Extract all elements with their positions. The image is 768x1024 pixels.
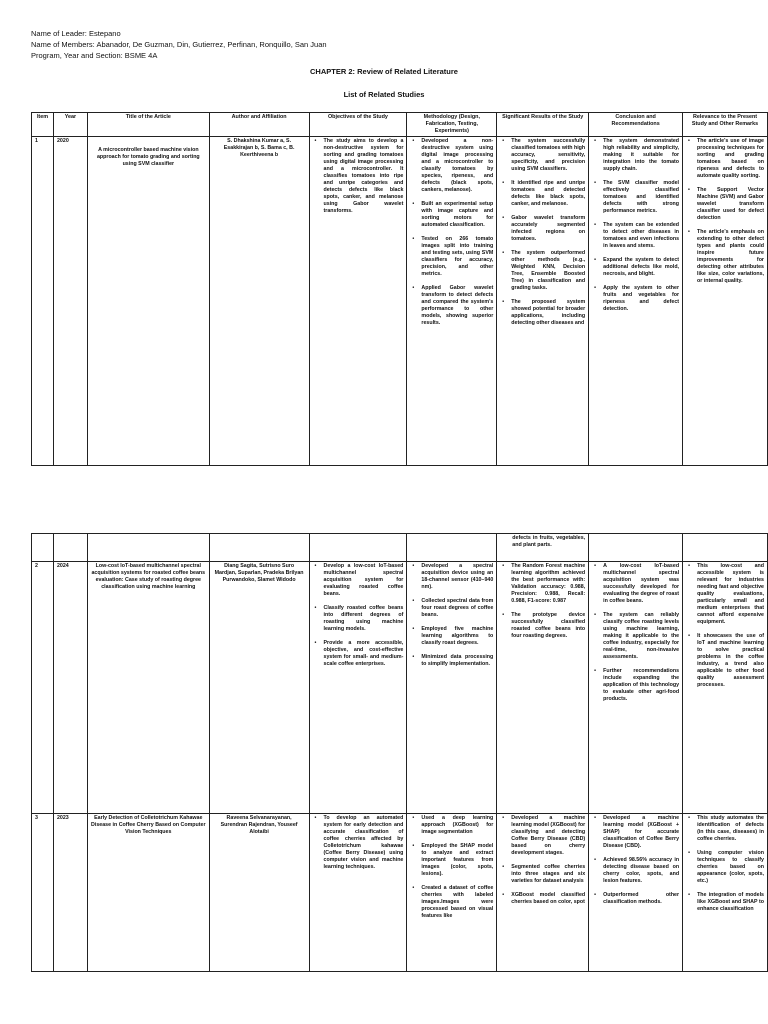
- studies-table-page-2: [31, 533, 768, 972]
- bullet-item: • The article's emphasis on extending to other defect types and plants could inspire future improvements for detecting other attributes like size, color variations, or internal quality.: [697, 229, 764, 285]
- bullet-item: • Built an experimental setup with image capture and sorting motors for automated classification.: [421, 201, 493, 229]
- cell-title: Early Detection of Colletotrichum Kahawae Disease in Coffee Cherry Based on Computer Vision Techniques: [87, 814, 209, 972]
- bullet-item: • Achieved 98.56% accuracy in detecting disease based on cherry color, spots, and lesion features.: [603, 857, 679, 885]
- cell-methodology: [407, 814, 497, 972]
- document-header: [31, 28, 327, 61]
- cell-methodology: [407, 137, 497, 466]
- bullet-item: • Further recommendations include expanding the application of this technology to evaluate other agri-food products.: [603, 668, 679, 703]
- bullet-item: • Developed a machine learning model (XGBoost) for classifying and detecting Coffee Berry Disease (CBD) based on cherry development stages.: [511, 815, 585, 857]
- bullet-item: • The system successfully classified tomatoes with high accuracy, sensitivity, specificity, and precision using SVM classifiers.: [511, 138, 585, 173]
- cell-objectives: [309, 814, 407, 972]
- bullet-item: • XGBoost model classified cherries based on color, spot: [511, 892, 585, 906]
- cell-relevance: [683, 137, 768, 466]
- program-section: Program, Year and Section: BSME 4A: [31, 51, 158, 60]
- bullet-item: • Classify roasted coffee beans into different degrees of roasting using machine learning models.: [324, 605, 404, 633]
- cell-results: [497, 814, 589, 972]
- cell-item: 1: [32, 137, 54, 466]
- bullet-item: • Apply the system to other fruits and vegetables for ripeness and defect detection.: [603, 285, 679, 313]
- leader-name: Name of Leader: Estepano: [31, 29, 121, 38]
- bullet-item: • Used a deep learning approach (XGBoost) for image segmentation: [421, 815, 493, 836]
- bullet-item: • Developed a spectral acquisition device using an 18-channel sensor (410–940 nm).: [421, 563, 493, 591]
- cell-relevance: [683, 562, 768, 814]
- bullet-item: • Segmented coffee cherries into three stages and six varieties for dataset analysis: [511, 864, 585, 885]
- cell-relevance: [683, 814, 768, 972]
- table-row: [32, 814, 768, 972]
- bullet-item: • This study automates the identification of defects (in this case, diseases) in coffee cherries.: [697, 815, 764, 843]
- bullet-item: • The study aims to develop a non-destructive system for sorting and grading tomatoes using digital image processing and a microcontroller. It classifies tomatoes into ripe and unripe categories and detects defects like black spots, canker, and melanose using Gabor wavelet transforms.: [324, 138, 404, 215]
- cell-author: Diang Sagita, Sutrisno Suro Mardjan, Suparlan, Pradeka Brilyan Purwandoko, Slamet Widodo: [209, 562, 309, 814]
- bullet-item: • Develop a low-cost IoT-based multichannel spectral acquisition system for evaluating roasted coffee beans.: [324, 563, 404, 598]
- bullet-item: • Using computer vision techniques to classify cherries based on appearance (color, spots, etc.): [697, 850, 764, 885]
- cell-conclusion: [589, 562, 683, 814]
- table-row: [32, 137, 768, 466]
- bullet-item: • To develop an automated system for early detection and accurate classification of coffee cherries affected by Colletotrichum kahawae (Coffee Berry Disease) using computer vision and machine learning techniques.: [324, 815, 404, 871]
- cell-results: [497, 137, 589, 466]
- bullet-item: • The prototype device successfully classified roasted coffee beans into four roasting degrees.: [511, 612, 585, 640]
- col-results: Significant Results of the Study: [497, 113, 589, 137]
- bullet-item: • Minimized data processing to simplify implementation.: [421, 654, 493, 668]
- bullet-item: • The system can be extended to detect other diseases in tomatoes and even infections in leaves and stems.: [603, 222, 679, 250]
- cell-year: 2023: [53, 814, 87, 972]
- bullet-item: • Developed a non-destructive system using digital image processing and a microcontroller to classify tomatoes by species, ripeness, and defects (black spots, cankers, melanose).: [421, 138, 493, 194]
- bullet-item: • The article's use of image processing techniques for sorting and grading tomatoes based on ripeness and defects to automate quality sorting.: [697, 138, 764, 180]
- col-objectives: Objectives of the Study: [309, 113, 407, 137]
- bullet-item: • The system outperformed other methods (e.g., Weighted KNN, Decision Tree, Ensemble Boosted Tree) in classification and grading tasks.: [511, 250, 585, 292]
- cell-item: 2: [32, 562, 54, 814]
- bullet-item: • Employed the SHAP model to analyze and extract important features from images (color, spots, lesions).: [421, 843, 493, 878]
- continuation-row: [32, 534, 768, 562]
- bullet-item: • It identified ripe and unripe tomatoes and detected defects like black spots, canker, and melanose.: [511, 180, 585, 208]
- bullet-item: • This low-cost and accessible system is relevant for industries needing fast and objective quality evaluations, particularly small and medium enterprises that cannot afford expensive equipment.: [697, 563, 764, 626]
- col-title: Title of the Article: [87, 113, 209, 137]
- bullet-item: • Expand the system to detect additional defects like mold, necrosis, and blight.: [603, 257, 679, 278]
- member-names: Name of Members: Abanador, De Guzman, Din, Gutierrez, Perfinan, Ronquillo, San Juan: [31, 40, 327, 49]
- cell-item: 3: [32, 814, 54, 972]
- cell-methodology: [407, 562, 497, 814]
- bullet-item: • Tested on 266 tomato images split into training and testing sets, using SVM classifiers for accuracy, precision, and other metrics.: [421, 236, 493, 278]
- cell-objectives: [309, 137, 407, 466]
- bullet-item: • The proposed system showed potential for broader applications, including detecting other diseases and: [511, 299, 585, 327]
- col-year: Year: [53, 113, 87, 137]
- cell-conclusion: [589, 137, 683, 466]
- table-header-row: [32, 113, 768, 137]
- studies-table-page-1: [31, 112, 768, 466]
- bullet-item: • The Random Forest machine learning algorithm achieved the best performance with: Validation accuracy: 0.988, Precision: 0.988, Recall: 0.988, F1-score: 0.987: [511, 563, 585, 605]
- bullet-item: • A low-cost IoT-based multichannel spectral acquisition system was successfully developed for evaluating the degree of roast in coffee beans.: [603, 563, 679, 605]
- cell-title: A microcontroller based machine vision approach for tomato grading and sorting using SVM classifier: [87, 137, 209, 466]
- col-author: Author and Affiliation: [209, 113, 309, 137]
- bullet-item: • Outperformed other classification methods.: [603, 892, 679, 906]
- cell-year: 2020: [53, 137, 87, 466]
- bullet-item: • The system can reliably classify coffee roasting levels using machine learning, making it applicable to the coffee industry, especially for real-time, non-invasive assessments.: [603, 612, 679, 661]
- bullet-item: • The system demonstrated high reliability and simplicity, making it suitable for integration into the tomato supply chain.: [603, 138, 679, 173]
- bullet-item: • Developed a machine learning model (XGBoost + SHAP) for accurate classification of Coffee Berry Disease (CBD).: [603, 815, 679, 850]
- cell-objectives: [309, 562, 407, 814]
- chapter-title: CHAPTER 2: Review of Related Literature: [310, 67, 458, 76]
- bullet-item: • Created a dataset of coffee cherries with labeled images.Images were processed based on visual features like: [421, 885, 493, 920]
- cell-title: Low-cost IoT-based multichannel spectral acquisition systems for roasted coffee beans evaluation: Case study of roasting degree classification using machine learning: [87, 562, 209, 814]
- col-conclusion: Conclusion and Recommendations: [589, 113, 683, 137]
- cell-conclusion: [589, 814, 683, 972]
- bullet-item: • Employed five machine learning algorithms to classify roast degrees.: [421, 626, 493, 647]
- bullet-item: • It showcases the use of IoT and machine learning to solve practical problems in the coffee industry, a trend also applicable to other food quality assessment processes.: [697, 633, 764, 689]
- bullet-item: • The SVM classifier model effectively classified tomatoes and identified defects with strong performance metrics.: [603, 180, 679, 215]
- col-relevance: Relevance to the Present Study and Other Remarks: [683, 113, 768, 137]
- bullet-item: • The Support Vector Machine (SVM) and Gabor wavelet transform classifier used for defect detection: [697, 187, 764, 222]
- page-break: [0, 475, 768, 535]
- bullet-item: • Applied Gabor wavelet transform to detect defects and compared the system's performance to other models, showing superior results.: [421, 285, 493, 327]
- cell-year: 2024: [53, 562, 87, 814]
- col-methodology: Methodology (Design, Fabrication, Testing, Experiments): [407, 113, 497, 137]
- col-item: Item: [32, 113, 54, 137]
- bullet-item: • Gabor wavelet transform accurately segmented infected regions on tomatoes.: [511, 215, 585, 243]
- bullet-item: • Provide a more accessible, objective, and cost-effective system for small- and medium-scale coffee enterprises.: [324, 640, 404, 668]
- bullet-item: • Collected spectral data from four roast degrees of coffee beans.: [421, 598, 493, 619]
- table-title: List of Related Studies: [343, 90, 425, 99]
- cell-results: [497, 562, 589, 814]
- cell-results-continued: defects in fruits, vegetables, and plant parts.: [497, 534, 589, 562]
- table-row: [32, 562, 768, 814]
- bullet-item: • The integration of models like XGBoost and SHAP to enhance classification: [697, 892, 764, 913]
- cell-author: Raveena Selvanarayanan, Surendran Rajendran, Youseef Alotaibi: [209, 814, 309, 972]
- cell-author: S. Dhakshina Kumar a, S. Esakkirajan b, S. Bama c, B. Keerthiveena b: [209, 137, 309, 466]
